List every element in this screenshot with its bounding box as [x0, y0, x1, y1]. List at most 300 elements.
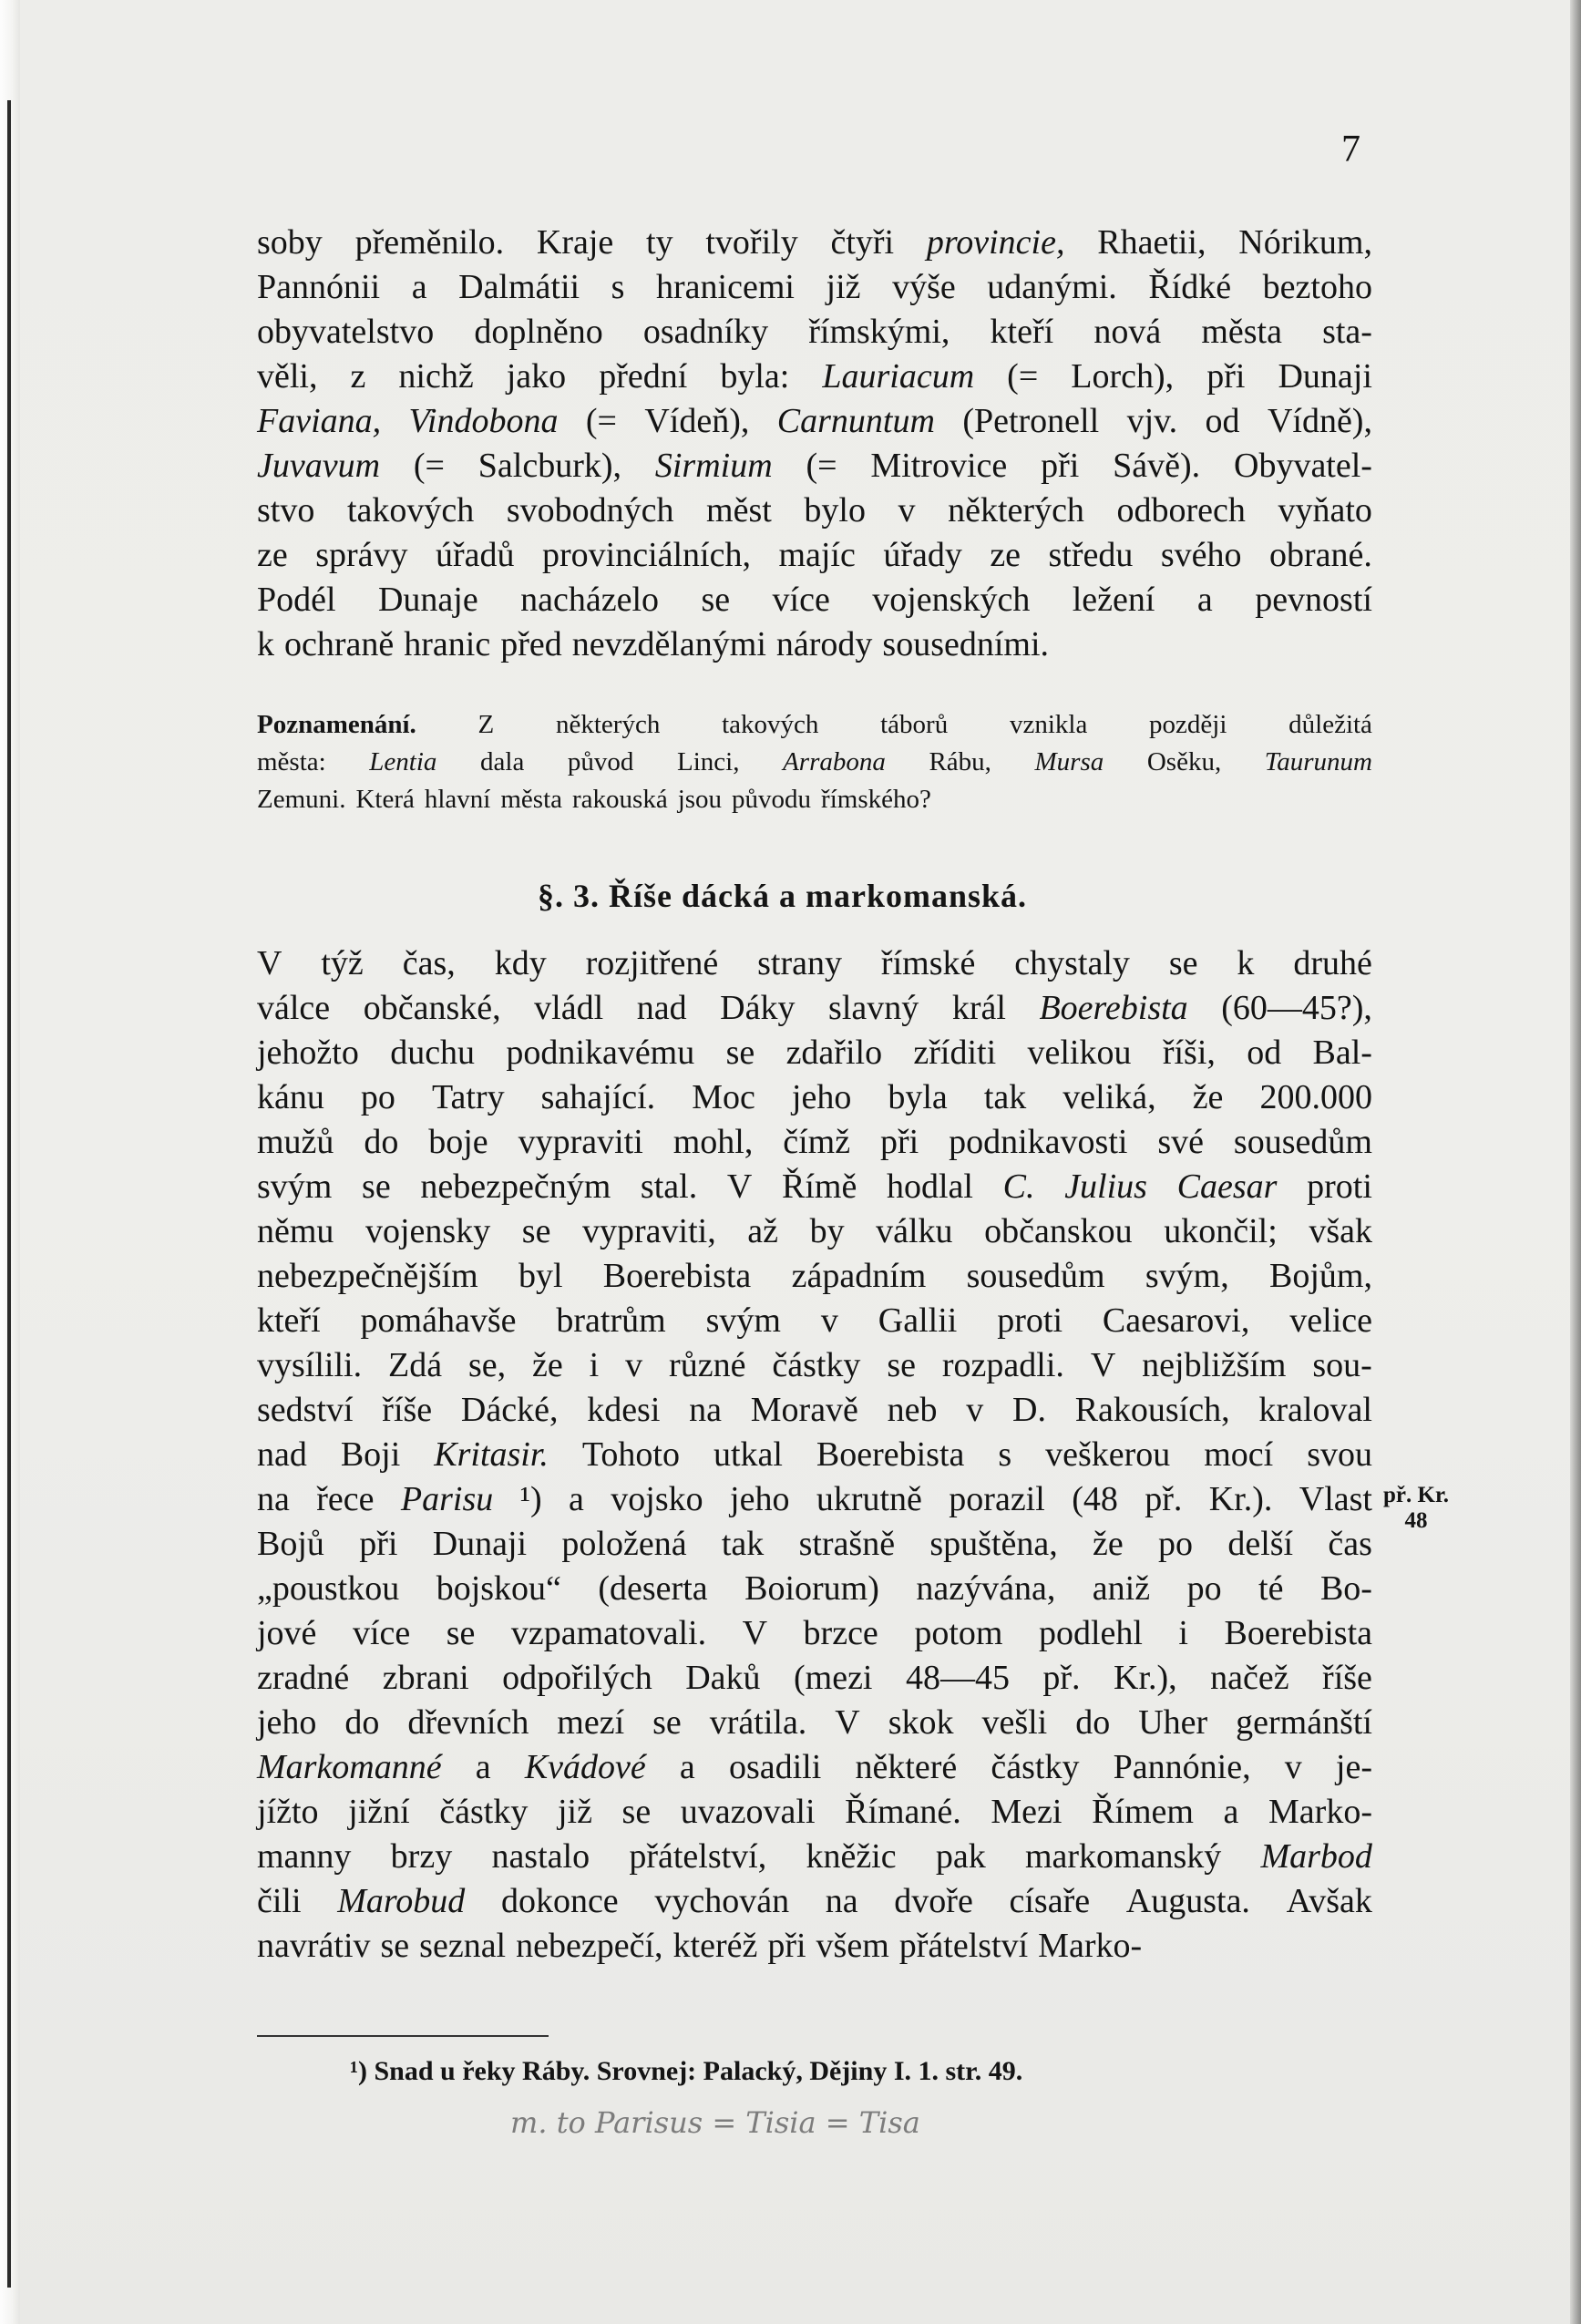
- word: vyňato: [1278, 491, 1372, 530]
- word: zříditi: [913, 1033, 997, 1072]
- word: že: [1093, 1525, 1124, 1563]
- word: při: [1206, 357, 1246, 396]
- word: vrátila.: [709, 1703, 807, 1742]
- text-line: [257, 1656, 1372, 1701]
- word: velice: [1289, 1301, 1372, 1340]
- word: západním: [791, 1257, 927, 1295]
- word: Tatry: [431, 1078, 505, 1116]
- word: říše: [1322, 1659, 1372, 1697]
- word: římskými,: [808, 313, 950, 351]
- word: vojensky: [365, 1212, 491, 1250]
- word: vysílili.: [257, 1346, 363, 1384]
- word: ty: [646, 223, 673, 262]
- word: aniž: [1092, 1569, 1151, 1608]
- word: kánu: [257, 1078, 324, 1116]
- text-line: [257, 1209, 1372, 1254]
- word: Bojům,: [1269, 1257, 1372, 1295]
- word: uvazovali: [680, 1793, 816, 1831]
- word: a: [475, 1748, 491, 1786]
- word: při: [359, 1525, 398, 1563]
- word: Řídké: [1148, 268, 1232, 306]
- text-line: [257, 444, 1372, 488]
- word: (=: [1007, 357, 1039, 396]
- word: Faviana,: [257, 402, 382, 440]
- word: nazývána,: [916, 1569, 1056, 1608]
- word: osadili: [728, 1748, 822, 1786]
- word: s: [998, 1435, 1012, 1474]
- text-line: [257, 744, 1372, 781]
- word: Zdá: [387, 1346, 443, 1384]
- word: Juvavum: [257, 447, 381, 485]
- word: neb: [887, 1391, 938, 1429]
- word: hodlal: [887, 1167, 973, 1206]
- word: nacházelo: [520, 581, 660, 619]
- footnote: ¹) Snad u řeky Ráby. Srovnej: Palacký, Dějiny I. 1. str. 49.: [350, 2056, 1023, 2086]
- section-1-text: [257, 221, 1372, 667]
- word: některých: [948, 491, 1084, 530]
- word: podlehl: [1038, 1614, 1143, 1652]
- word: Rakousích,: [1074, 1391, 1230, 1429]
- word: kdesi: [587, 1391, 661, 1429]
- text-line: [257, 399, 1372, 444]
- word: (=: [806, 447, 837, 485]
- text-line: [257, 1477, 1372, 1522]
- word: jako: [506, 357, 567, 396]
- word: načež: [1210, 1659, 1289, 1697]
- word: vznikla: [1009, 710, 1088, 739]
- word: mezí: [557, 1703, 625, 1742]
- text-line: [257, 1120, 1372, 1165]
- word: veškerou: [1045, 1435, 1171, 1474]
- word: se: [725, 1033, 755, 1072]
- word: výše: [892, 268, 956, 306]
- word: brzce: [803, 1614, 878, 1652]
- word: navrátiv: [257, 1927, 371, 1965]
- word: města:: [257, 747, 326, 776]
- word: vzpamatovali.: [510, 1614, 707, 1652]
- word: mocí: [1204, 1435, 1274, 1474]
- word: i: [1178, 1614, 1188, 1652]
- word: Lauriacum: [822, 357, 975, 396]
- word: Boerebista: [1039, 989, 1188, 1027]
- text-line: [257, 1835, 1372, 1879]
- word: (60—45?),: [1221, 989, 1372, 1027]
- word: dala: [480, 747, 525, 776]
- word: (Petronell: [962, 402, 1100, 440]
- word: do: [1075, 1703, 1111, 1742]
- word: zradné: [257, 1659, 350, 1697]
- word: utkal: [713, 1435, 783, 1474]
- word: více: [772, 581, 830, 619]
- word: V: [742, 1614, 768, 1652]
- word: jsou: [677, 785, 723, 814]
- word: Gallii: [878, 1301, 958, 1340]
- word: mužů: [257, 1123, 334, 1161]
- text-line: [257, 941, 1372, 986]
- word: tvořily: [705, 223, 798, 262]
- word: Sávě).: [1113, 447, 1201, 485]
- text-line: [257, 1075, 1372, 1120]
- text-line: [257, 1745, 1372, 1790]
- word: Bo-: [1319, 1569, 1372, 1608]
- word: Osěku,: [1146, 747, 1222, 776]
- word: Dácké,: [460, 1391, 559, 1429]
- section-2-text: [257, 941, 1372, 1969]
- word: podnikavosti: [949, 1123, 1128, 1161]
- text-line: [257, 1031, 1372, 1075]
- word: odpořilých: [502, 1659, 652, 1697]
- word: beztoho: [1262, 268, 1372, 306]
- word: národy: [775, 625, 873, 663]
- text-line: [257, 1165, 1372, 1209]
- page-right-edge: [1570, 0, 1581, 2324]
- word: před: [500, 625, 562, 663]
- word: přední: [599, 357, 688, 396]
- text-line: [257, 533, 1372, 578]
- word: doplněno: [474, 313, 603, 351]
- word: (mezi: [793, 1659, 873, 1697]
- word: Marbod: [1260, 1837, 1372, 1876]
- word: markomanský: [1024, 1837, 1222, 1876]
- word: slavný: [828, 989, 919, 1027]
- word: takových: [346, 491, 475, 530]
- word: velikou: [1027, 1033, 1132, 1072]
- word: V: [726, 1167, 753, 1206]
- word: nad: [636, 989, 687, 1027]
- word: delší: [1227, 1525, 1294, 1563]
- word: Boerebista: [602, 1257, 752, 1295]
- word: Arrabona: [783, 747, 886, 776]
- word: města: [1201, 313, 1282, 351]
- word: původu: [732, 785, 812, 814]
- word: Boiorum): [744, 1569, 879, 1608]
- word: skok: [888, 1703, 954, 1742]
- text-line: [257, 781, 1372, 818]
- word: všem: [816, 1927, 889, 1965]
- word: Bojů: [257, 1525, 324, 1563]
- word: př.: [1145, 1480, 1183, 1518]
- text-line: [257, 1924, 1372, 1969]
- text-line: [257, 355, 1372, 399]
- text-line: [257, 1343, 1372, 1388]
- word: Dunaji: [1278, 357, 1372, 396]
- word: Caesar: [1176, 1167, 1278, 1206]
- word: soby: [257, 223, 323, 262]
- word: přeměnilo.: [354, 223, 505, 262]
- word: chystaly: [1014, 944, 1130, 982]
- word: čímž: [783, 1123, 851, 1161]
- word: tak: [721, 1525, 765, 1563]
- word: ochraně: [284, 625, 395, 663]
- word: Kraje: [536, 223, 614, 262]
- word: vešli: [981, 1703, 1048, 1742]
- word: C.: [1002, 1167, 1035, 1206]
- text-line: [257, 1388, 1372, 1433]
- word: pak: [935, 1837, 986, 1876]
- word: na: [257, 1480, 290, 1518]
- word: Julius: [1064, 1167, 1147, 1206]
- word: němu: [257, 1212, 334, 1250]
- word: Pannónii: [257, 268, 381, 306]
- word: té: [1258, 1569, 1284, 1608]
- word: ležení: [1072, 581, 1155, 619]
- word: ze: [257, 536, 288, 574]
- word: udanými.: [987, 268, 1117, 306]
- word: občanskou: [984, 1212, 1133, 1250]
- word: císaře: [1009, 1882, 1091, 1920]
- word: i: [589, 1346, 600, 1384]
- word: více: [352, 1614, 411, 1652]
- word: Římě: [782, 1167, 857, 1206]
- word: Boerebista: [1224, 1614, 1372, 1652]
- word: Dunaji: [432, 1525, 528, 1563]
- word: čas,: [402, 944, 456, 982]
- word: Sirmium: [654, 447, 773, 485]
- word: kteréž: [672, 1927, 758, 1965]
- word: hranic: [404, 625, 491, 663]
- word: pevností: [1255, 581, 1372, 619]
- word: do: [344, 1703, 380, 1742]
- word: se: [701, 581, 731, 619]
- word: Marobud: [337, 1882, 466, 1920]
- word: Pannónie,: [1113, 1748, 1251, 1786]
- word: důležitá: [1288, 710, 1372, 739]
- word: Marko-: [1268, 1793, 1372, 1831]
- word: vládl: [534, 989, 604, 1027]
- word: nastalo: [491, 1837, 590, 1876]
- word: že: [532, 1346, 563, 1384]
- word: již: [557, 1793, 592, 1831]
- text-line: [257, 488, 1372, 533]
- word: odborech: [1116, 491, 1246, 530]
- word: provincie,: [926, 223, 1065, 262]
- word: při: [1041, 447, 1080, 485]
- word: duchu: [390, 1033, 476, 1072]
- word: Marko-: [1038, 1927, 1143, 1965]
- handwritten-annotation: m. to Parisus = Tisia = Tisa: [510, 2105, 920, 2140]
- word: Lorch),: [1071, 357, 1175, 396]
- word: vypraviti: [518, 1123, 643, 1161]
- word: Obyvatel-: [1234, 447, 1372, 485]
- word: a: [1196, 581, 1213, 619]
- word: sousedům: [966, 1257, 1105, 1295]
- text-line: [257, 310, 1372, 355]
- word: po: [360, 1078, 395, 1116]
- page-number: 7: [1341, 129, 1360, 170]
- word: pomáhavše: [360, 1301, 517, 1340]
- word: seznal: [419, 1927, 507, 1965]
- word: (48: [1072, 1480, 1118, 1518]
- word: D.: [1012, 1391, 1046, 1429]
- word: spuštěna,: [929, 1525, 1058, 1563]
- word: Kr.).: [1208, 1480, 1273, 1518]
- word: do: [364, 1123, 399, 1161]
- word: řece: [316, 1480, 375, 1518]
- word: 48—45: [905, 1659, 1010, 1697]
- word: ukončil;: [1164, 1212, 1278, 1250]
- word: Nórikum,: [1238, 223, 1372, 262]
- word: dokonce: [500, 1882, 619, 1920]
- text-line: [257, 706, 1372, 744]
- word: svobodných: [506, 491, 674, 530]
- word: vojsko: [611, 1480, 703, 1518]
- word: Lentia: [369, 747, 437, 776]
- text-line: [257, 221, 1372, 265]
- word: se: [521, 1212, 551, 1250]
- word: sousedům: [1233, 1123, 1372, 1161]
- word: Rhaetii,: [1097, 223, 1206, 262]
- word: při: [880, 1123, 919, 1161]
- word: přátelství: [898, 1927, 1029, 1965]
- word: proti: [997, 1301, 1063, 1340]
- margin-note-line2: 48: [1404, 1508, 1428, 1533]
- word: Vídně),: [1267, 402, 1372, 440]
- word: věli,: [257, 357, 318, 396]
- word: strany: [757, 944, 842, 982]
- word: bratrům: [556, 1301, 666, 1340]
- word: Mitrovice: [870, 447, 1008, 485]
- word: sta-: [1322, 313, 1372, 351]
- note-block: [257, 706, 1372, 818]
- word: podnikavému: [506, 1033, 695, 1072]
- word: a: [679, 1748, 695, 1786]
- word: Vlast: [1299, 1480, 1372, 1518]
- word: římského?: [821, 785, 931, 814]
- word: stal.: [640, 1167, 698, 1206]
- word: Rábu,: [929, 747, 991, 776]
- word: manny: [257, 1837, 352, 1876]
- word: vojenských: [872, 581, 1031, 619]
- word: částky: [439, 1793, 529, 1831]
- text-line: [257, 1522, 1372, 1567]
- word: Uher: [1138, 1703, 1208, 1742]
- word: svým: [705, 1301, 781, 1340]
- word: vychován: [654, 1882, 790, 1920]
- word: s: [611, 268, 625, 306]
- word: a: [1223, 1793, 1239, 1831]
- word: kraloval: [1258, 1391, 1372, 1429]
- word: se: [621, 1793, 652, 1831]
- word: týž: [321, 944, 364, 982]
- word: veliká,: [1063, 1078, 1156, 1116]
- word: byla: [888, 1078, 948, 1116]
- word: úřady: [883, 536, 962, 574]
- word: a: [569, 1480, 584, 1518]
- word: Římem: [1092, 1793, 1194, 1831]
- word: Boji: [340, 1435, 401, 1474]
- word: Dáky: [720, 989, 796, 1027]
- word: kteří: [257, 1301, 321, 1340]
- word: boje: [428, 1123, 488, 1161]
- word: bylo: [804, 491, 866, 530]
- word: provinciálních,: [541, 536, 751, 574]
- word: ¹): [519, 1480, 542, 1518]
- text-line: [257, 1433, 1372, 1477]
- word: Z: [477, 710, 495, 739]
- word: tak: [983, 1078, 1027, 1116]
- word: bojskou“: [436, 1569, 561, 1608]
- word: se: [1168, 944, 1198, 982]
- word: přátelství,: [629, 1837, 767, 1876]
- word: k: [1237, 944, 1255, 982]
- word: Dunaje: [377, 581, 478, 619]
- word: jižní: [348, 1793, 410, 1831]
- word: V: [1090, 1346, 1116, 1384]
- word: od: [1205, 402, 1240, 440]
- margin-note: [1383, 1483, 1449, 1534]
- text-line: [257, 1299, 1372, 1343]
- word: jížto: [257, 1793, 319, 1831]
- word: Avšak: [1286, 1882, 1372, 1920]
- word: se: [446, 1614, 476, 1652]
- word: nejbližším: [1142, 1346, 1287, 1384]
- word: Moravě: [750, 1391, 858, 1429]
- word: v: [1284, 1748, 1302, 1786]
- word: osadníky: [642, 313, 769, 351]
- word: na: [689, 1391, 723, 1429]
- word: Kritasir.: [434, 1435, 549, 1474]
- word: nová: [1093, 313, 1162, 351]
- word: Salcburk),: [477, 447, 622, 485]
- word: částky: [772, 1346, 861, 1384]
- word: V: [257, 944, 282, 982]
- word: (deserta: [598, 1569, 708, 1608]
- word: Kr.),: [1114, 1659, 1177, 1697]
- word: měst: [706, 491, 772, 530]
- word: (=: [585, 402, 617, 440]
- word: byla:: [720, 357, 790, 396]
- word: se: [362, 1167, 391, 1206]
- word: hlavní: [424, 785, 491, 814]
- word: potom: [914, 1614, 1003, 1652]
- word: vjv.: [1126, 402, 1178, 440]
- word: Caesarovi,: [1102, 1301, 1250, 1340]
- word: římské: [880, 944, 976, 982]
- text-line: [257, 1611, 1372, 1656]
- word: porazil: [949, 1480, 1045, 1518]
- word: Římané.: [845, 1793, 961, 1831]
- word: sou-: [1312, 1346, 1372, 1384]
- word: byl: [518, 1257, 563, 1295]
- word: při: [767, 1927, 806, 1965]
- word: říše: [382, 1391, 433, 1429]
- word: kněžic: [806, 1837, 897, 1876]
- word: od: [1247, 1033, 1282, 1072]
- word: čili: [257, 1882, 302, 1920]
- word: na: [825, 1882, 858, 1920]
- text-line: [257, 1567, 1372, 1611]
- word: položená: [561, 1525, 687, 1563]
- word: později: [1149, 710, 1227, 739]
- margin-note-line1: př. Kr.: [1383, 1483, 1449, 1507]
- word: města: [500, 785, 563, 814]
- text-line: [257, 1701, 1372, 1745]
- word: hranicemi: [656, 268, 795, 306]
- section-heading: §. 3. Říše dácká a markomanská.: [538, 878, 1028, 914]
- word: 200.000: [1259, 1078, 1372, 1116]
- word: původ: [567, 747, 634, 776]
- word: svého: [1160, 536, 1242, 574]
- word: jové: [257, 1614, 317, 1652]
- word: až: [747, 1212, 778, 1250]
- word: z: [350, 357, 366, 396]
- word: proti: [1307, 1167, 1372, 1206]
- word: že: [1192, 1078, 1224, 1116]
- word: čtyři: [830, 223, 895, 262]
- text-line: [257, 1254, 1372, 1299]
- word: by: [809, 1212, 845, 1250]
- word: sedství: [257, 1391, 354, 1429]
